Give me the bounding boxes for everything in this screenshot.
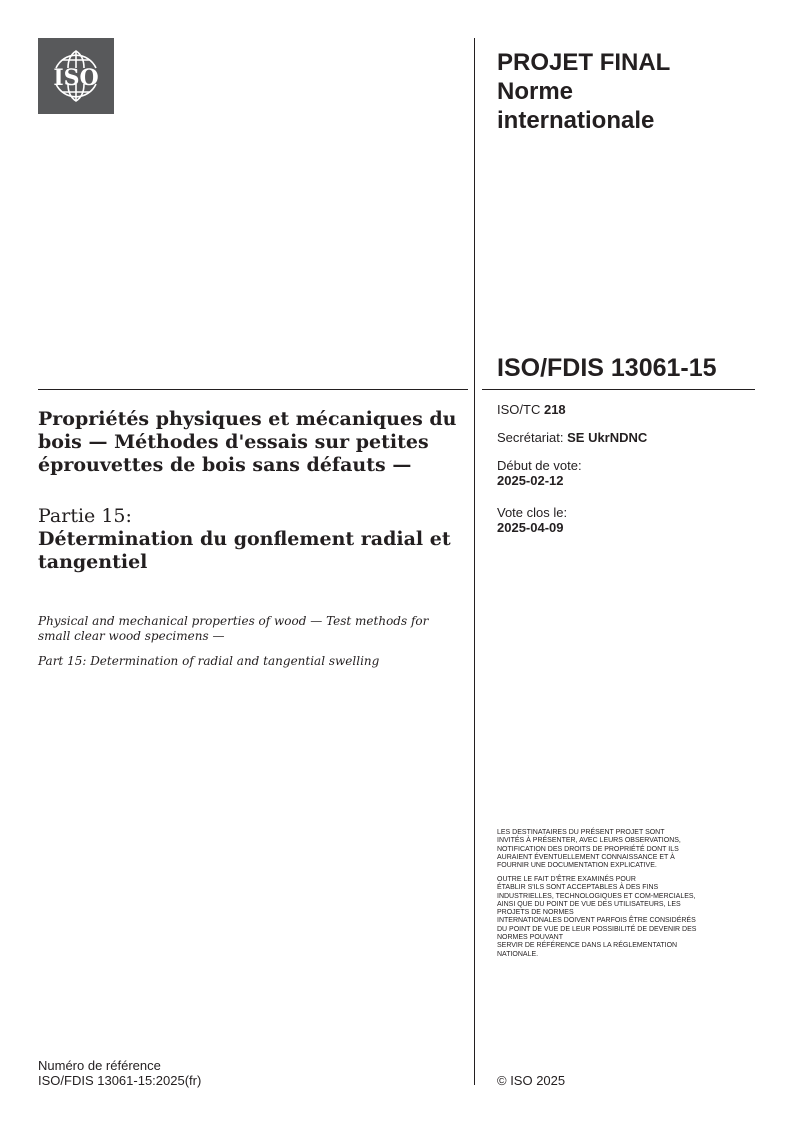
globe-icon: [38, 38, 114, 114]
stage-label: PROJET FINAL: [497, 49, 671, 76]
disclaimer-para-2: OUTRE LE FAIT D'ÊTRE EXAMINÉS POUR ÉTABLIR S'ILS SONT ACCEPTABLES À DES FINS INDUSTRIELLES, TECHNOLOGIQUES ET COM-MERCIALES, AINSI QUE DU POINT DE VUE DES UTILISATEURS, LES PROJETS DE NORMES INTERNATIONALES DOIVENT PARFOIS ÊTRE CONSIDÉRÉS DU POINT DE VUE DE LEUR POSSIBILITÉ DE DEVENIR DES NORMES POUVANT SERVIR DE RÉFÉRENCE DANS LA RÉGLEMENTATION NATIONALE.: [497, 876, 697, 958]
english-part-title: Part 15: Determination of radial and tangential swelling: [38, 654, 380, 668]
column-divider: [474, 38, 475, 1085]
iso-logo: [38, 38, 114, 114]
doc-type-line1: Norme: [497, 78, 574, 105]
copyright: © ISO 2025: [497, 1073, 566, 1088]
part-title: Partie 15: Détermination du gonflement radial et tangentiel: [38, 505, 451, 573]
english-title: Physical and mechanical properties of wood — Test methods for small clear wood specimens —: [38, 614, 429, 643]
main-title: Propriétés physiques et mécaniques du bois — Méthodes d'essais sur petites éprouvettes de bois sans défauts —: [38, 408, 457, 476]
document-number: ISO/FDIS 13061-15: [497, 354, 717, 382]
technical-committee: ISO/TC 218: [497, 402, 566, 417]
reference-number: Numéro de référence ISO/FDIS 13061-15:2025(fr): [38, 1058, 202, 1088]
title-rule-right: [482, 389, 755, 390]
svg-text:ISO: ISO: [53, 65, 99, 91]
secretariat: Secrétariat: SE UkrNDNC: [497, 430, 648, 445]
vote-start: Début de vote: 2025-02-12: [497, 458, 582, 488]
disclaimer-para-1: LES DESTINATAIRES DU PRÉSENT PROJET SONT INVITÉS À PRÉSENTER, AVEC LEURS OBSERVATIONS, NOTIFICATION DES DROITS DE PROPRIÉTÉ DONT ILS AURAIENT ÉVENTUELLEMENT CONNAISSANCE ET À FOURNIR UNE DOCUMENTATION EXPLICATIVE.: [497, 829, 681, 870]
document-stage-heading: [497, 48, 670, 135]
title-rule-left: [38, 389, 468, 390]
doc-type-line2: internationale: [497, 107, 655, 134]
vote-end: Vote clos le: 2025-04-09: [497, 505, 568, 535]
